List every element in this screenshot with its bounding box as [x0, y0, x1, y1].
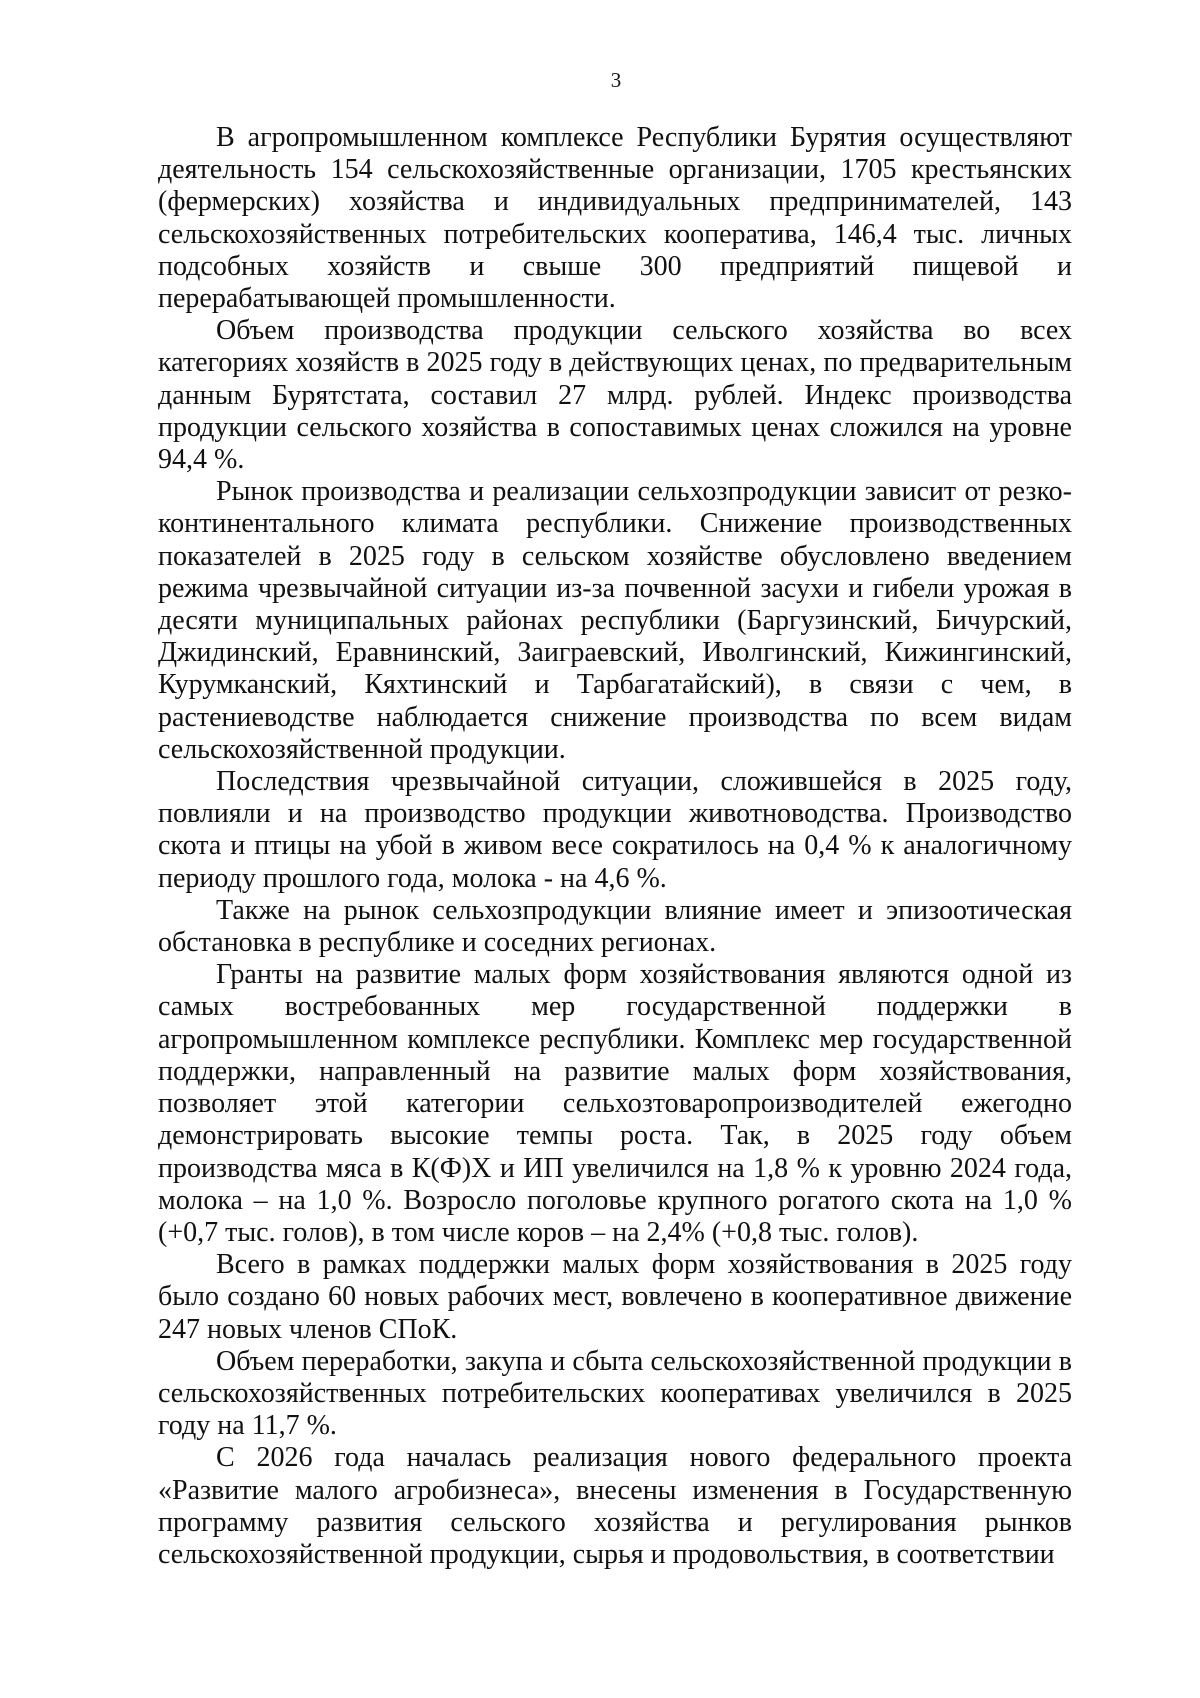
paragraph-cooperatives-growth: Объем переработки, закупа и сбыта сельскохозяйственной продукции в сельскохозяйственных потребительских кооперативах увеличился в 2025 году на 11,7 %.: [158, 1345, 1072, 1442]
paragraph-climate-emergency: Рынок производства и реализации сельхозпродукции зависит от резко-континентального климата республики. Снижение производственных показателей в 2025 году в сельском хозяйстве обусловлено введением режима чрезвычайной ситуации из-за почвенной засухи и гибели урожая в десяти муниципальных районах республики (Баргузинский, Бичурский, Джидинский, Еравнинский, Заиграевский, Иволгинский, Кижингинский, Курумканский, Кяхтинский и Тарбагатайский), в связи с чем, в растениеводстве наблюдается снижение производства по всем видам сельскохозяйственной продукции.: [158, 476, 1072, 765]
paragraph-new-jobs: Всего в рамках поддержки малых форм хозяйствования в 2025 году было создано 60 новых рабочих мест, вовлечено в кооперативное движение 247 новых членов СПоК.: [158, 1249, 1072, 1345]
paragraph-epizootic-situation: Также на рынок сельхозпродукции влияние имеет и эпизоотическая обстановка в республике и соседних регионах.: [158, 894, 1072, 959]
page-number: 3: [610, 68, 622, 92]
document-body: [158, 122, 1072, 1571]
paragraph-production-volume: Объем производства продукции сельского хозяйства во всех категориях хозяйств в 2025 году в действующих ценах, по предварительным данным Бурятстата, составил 27 млрд. рублей. Индекс производства продукции сельского хозяйства в сопоставимых ценах сложился на уровне 94,4 %.: [158, 315, 1072, 476]
paragraph-federal-project: С 2026 года началась реализация нового федерального проекта «Развитие малого агробизнеса», внесены изменения в Государственную программу развития сельского хозяйства и регулирования рынков сельскохозяйственной продукции, сырья и продовольствия, в соответствии: [158, 1442, 1072, 1570]
paragraph-livestock-consequences: Последствия чрезвычайной ситуации, сложившейся в 2025 году, повлияли и на производство продукции животноводства. Производство скота и птицы на убой в живом весе сократилось на 0,4 % к аналогичному периоду прошлого года, молока - на 4,6 %.: [158, 766, 1072, 894]
paragraph-small-farm-grants: Гранты на развитие малых форм хозяйствования являются одной из самых востребованных мер государственной поддержки в агропромышленном комплексе республики. Комплекс мер государственной поддержки, направленный на развитие малых форм хозяйствования, позволяет этой категории сельхозтоваропроизводителей ежегодно демонстрировать высокие темпы роста. Так, в 2025 году объем производства мяса в К(Ф)Х и ИП увеличился на 1,8 % к уровню 2024 года, молока – на 1,0 %. Возросло поголовье крупного рогатого скота на 1,0 % (+0,7 тыс. голов), в том числе коров – на 2,4% (+0,8 тыс. голов).: [158, 959, 1072, 1248]
paragraph-agro-complex-structure: В агропромышленном комплексе Республики Бурятия осуществляют деятельность 154 сельскохозяйственные организации, 1705 крестьянских (фермерских) хозяйства и индивидуальных предпринимателей, 143 сельскохозяйственных потребительских кооператива, 146,4 тыс. личных подсобных хозяйств и свыше 300 предприятий пищевой и перерабатывающей промышленности.: [158, 122, 1072, 315]
